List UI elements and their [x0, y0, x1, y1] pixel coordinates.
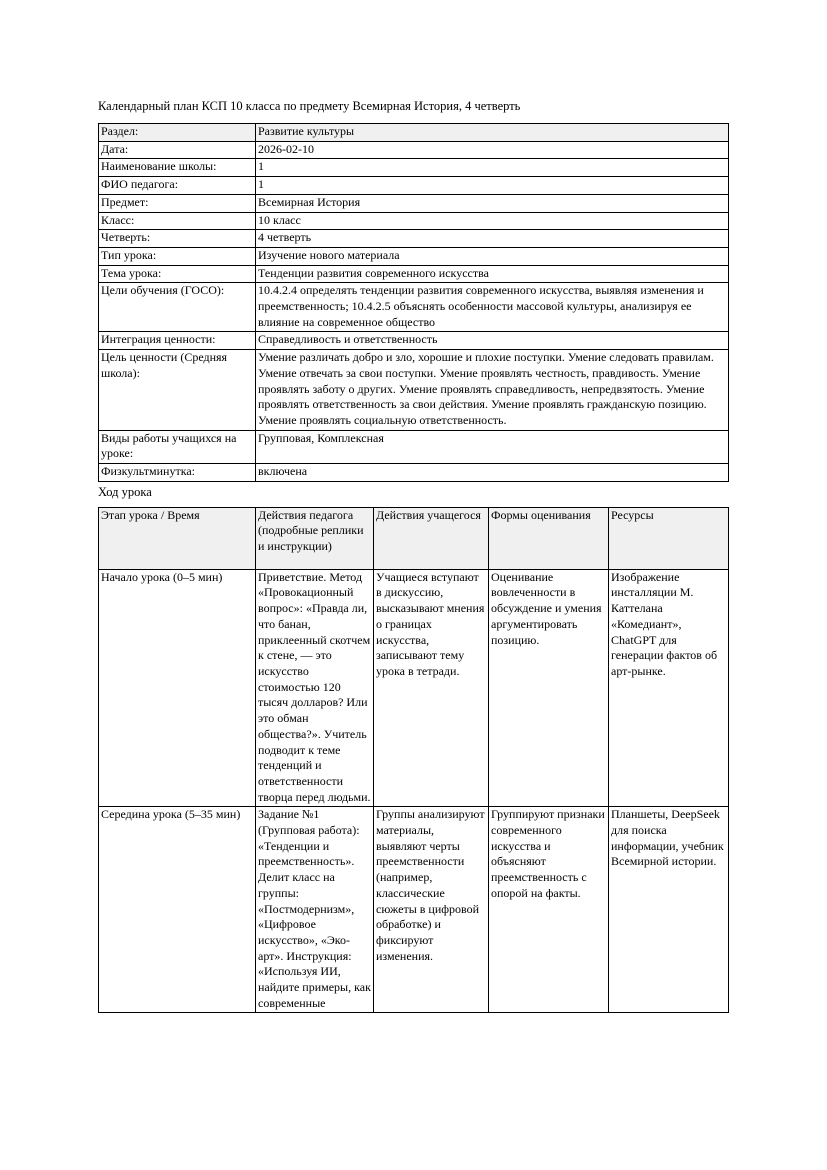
info-row-label: Цели обучения (ГОСО): [99, 283, 256, 332]
info-row [99, 124, 729, 142]
info-row-value: 1 [256, 159, 729, 177]
lesson-cell-teacher-actions: Задание №1 (Групповая работа): «Тенденции и преемственность». Делит класс на группы: «Постмодернизм», «Цифровое искусство», «Эко-арт». Инструкция: «Используя ИИ, найдите примеры, как современные [256, 807, 374, 1013]
column-header-student-actions: Действия учащегося [374, 507, 489, 569]
info-row [99, 141, 729, 159]
info-row-label: Цель ценности (Средняя школа): [99, 350, 256, 431]
info-row-label: ФИО педагога: [99, 177, 256, 195]
info-row [99, 332, 729, 350]
info-row-label: Наименование школы: [99, 159, 256, 177]
lesson-cell-resources: Изображение инсталляции М. Каттелана «Комедиант», ChatGPT для генерации фактов об арт-рынке. [609, 569, 729, 807]
info-row-label: Дата: [99, 141, 256, 159]
info-row-value: Всемирная История [256, 194, 729, 212]
lesson-cell-assessment: Группируют признаки современного искусства и объясняют преемственность с опорой на факты. [489, 807, 609, 1013]
info-row-value: Групповая, Комплексная [256, 430, 729, 463]
info-row-label: Тип урока: [99, 247, 256, 265]
info-row-value: включена [256, 464, 729, 482]
info-row-value: Тенденции развития современного искусства [256, 265, 729, 283]
info-row [99, 430, 729, 463]
page-title: Календарный план КСП 10 класса по предмету Всемирная История, 4 четверть [98, 99, 521, 113]
column-header-resources: Ресурсы [609, 507, 729, 569]
lesson-cell-student-actions: Учащиеся вступают в дискуссию, высказывают мнения о границах искусства, записывают тему урока в тетради. [374, 569, 489, 807]
column-header-stage: Этап урока / Время [99, 507, 256, 569]
info-row-value: 4 четверть [256, 230, 729, 248]
info-row-value: Справедливость и ответственность [256, 332, 729, 350]
info-row-value: 2026-02-10 [256, 141, 729, 159]
lesson-cell-student-actions: Группы анализируют материалы, выявляют черты преемственности (например, классические сюжеты в цифровой обработке) и фиксируют изменения. [374, 807, 489, 1013]
lesson-table-header-row [99, 507, 729, 569]
info-row-value: 1 [256, 177, 729, 195]
lesson-info-table [98, 123, 729, 482]
info-row [99, 177, 729, 195]
info-row-label: Тема урока: [99, 265, 256, 283]
document-content [98, 99, 728, 1013]
info-row-value: Умение различать добро и зло, хорошие и плохие поступки. Умение следовать правилам. Умение отвечать за свои поступки. Умение проявлять честность, правдивость. Умение проявлять заботу о других. Умение проявлять справедливость, непредвзятость. Умение проявлять ответственность за свои действия. Умение проявлять гражданскую позицию. Умение проявлять социальную ответственность. [256, 350, 729, 431]
info-row [99, 265, 729, 283]
lesson-flow-table [98, 507, 729, 1014]
lesson-cell-teacher-actions: Приветствие. Метод «Провокационный вопрос»: «Правда ли, что банан, приклеенный скотчем к стене, — это искусство стоимостью 120 тысяч долларов? Или это обман общества?». Учитель подводит к теме тенденций и ответственности творца перед людьми. [256, 569, 374, 807]
lesson-stage-row [99, 807, 729, 1013]
lesson-stage-row [99, 569, 729, 807]
info-row-label: Виды работы учащихся на уроке: [99, 430, 256, 463]
info-row-label: Предмет: [99, 194, 256, 212]
info-row-value: Изучение нового материала [256, 247, 729, 265]
info-row-value: 10.4.2.4 определять тенденции развития современного искусства, выявляя изменения и преемственность; 10.4.2.5 объяснять особенности массовой культуры, анализируя ее влияние на современное общество [256, 283, 729, 332]
info-row [99, 283, 729, 332]
lesson-cell-stage: Начало урока (0–5 мин) [99, 569, 256, 807]
info-row [99, 350, 729, 431]
info-row-value: 10 класс [256, 212, 729, 230]
section-heading: Ход урока [98, 484, 152, 499]
info-row-label: Класс: [99, 212, 256, 230]
info-row [99, 247, 729, 265]
lesson-cell-assessment: Оценивание вовлеченности в обсуждение и умения аргументировать позицию. [489, 569, 609, 807]
info-row [99, 212, 729, 230]
lesson-cell-resources: Планшеты, DeepSeek для поиска информации, учебник Всемирной истории. [609, 807, 729, 1013]
column-header-teacher-actions: Действия педагога (подробные реплики и инструкции) [256, 507, 374, 569]
info-row [99, 194, 729, 212]
info-row-label: Физкультминутка: [99, 464, 256, 482]
info-row-label: Интеграция ценности: [99, 332, 256, 350]
lesson-cell-stage: Середина урока (5–35 мин) [99, 807, 256, 1013]
info-row-label: Четверть: [99, 230, 256, 248]
info-row [99, 464, 729, 482]
info-row-label: Раздел: [99, 124, 256, 142]
info-row-value: Развитие культуры [256, 124, 729, 142]
info-row [99, 159, 729, 177]
column-header-assessment: Формы оценивания [489, 507, 609, 569]
info-row [99, 230, 729, 248]
